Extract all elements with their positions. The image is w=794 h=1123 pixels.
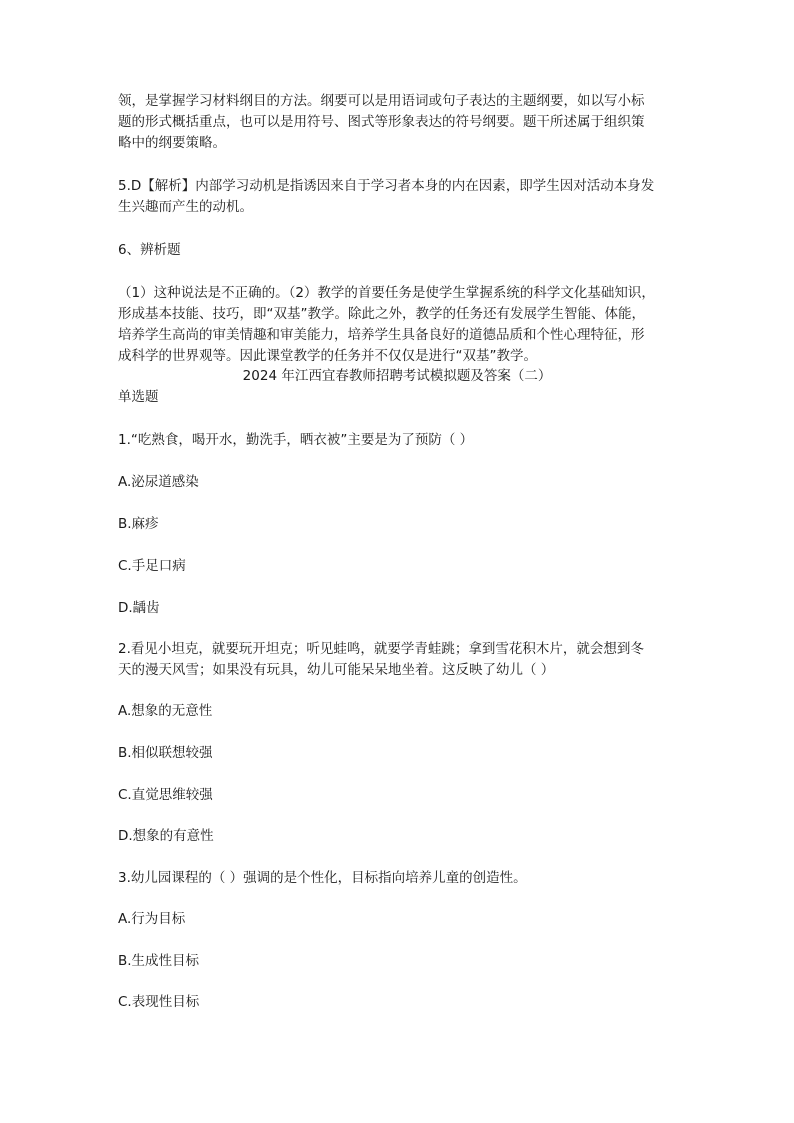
option-text: C.手足口病: [118, 558, 186, 574]
answer-5-paragraph: [118, 176, 684, 218]
question-2-stem: [118, 639, 684, 681]
option-text: B.相似联想较强: [118, 745, 213, 761]
answer-6-paragraph: [118, 283, 684, 367]
question-type-label: [118, 387, 684, 408]
option-text: B.麻疹: [118, 516, 159, 532]
paragraph-line: （1）这种说法是不正确的。（2）教学的首要任务是使学生掌握系统的科学文化基础知识，: [118, 285, 655, 301]
stem-text: 3.幼儿园课程的（ ）强调的是个性化，目标指向培养儿童的创造性。: [118, 870, 527, 886]
page-title: 2024 年江西宜春教师招聘考试模拟题及答案（二）: [242, 368, 552, 384]
option-text: A.行为目标: [118, 911, 186, 927]
stem-text: 1.“吃熟食，喝开水，勤洗手，晒衣被”主要是为了预防（ ）: [118, 432, 474, 448]
question-3-option-b: [118, 951, 684, 972]
paragraph-line: 形成基本技能、技巧，即“双基”教学。除此之外，教学的任务还有发展学生智能、体能，: [118, 306, 645, 322]
question-2-option-a: [118, 701, 684, 722]
stem-line: 天的漫天风雪；如果没有玩具，幼儿可能呆呆地坐着。这反映了幼儿（ ）: [118, 662, 555, 678]
paragraph-line: 5.D【解析】内部学习动机是指诱因来自于学习者本身的内在因素，即学生因对活动本身发: [118, 178, 655, 194]
question-1-option-c: [118, 556, 684, 577]
analysis-4-paragraph: [118, 91, 684, 154]
option-text: C.直觉思维较强: [118, 787, 213, 803]
paragraph-line: 成科学的世界观等。因此课堂教学的任务并不仅仅是进行“双基”教学。: [118, 348, 537, 364]
option-text: A.想象的无意性: [118, 703, 213, 719]
option-text: B.生成性目标: [118, 953, 200, 969]
paragraph-line: 生兴趣而产生的动机。: [118, 199, 253, 215]
question-2-option-c: [118, 785, 684, 806]
question-1-option-a: [118, 472, 684, 493]
stem-line: 2.看见小坦克，就要玩开坦克；听见蛙鸣，就要学青蛙跳；拿到雪花积木片，就会想到冬: [118, 641, 644, 657]
option-text: D.想象的有意性: [118, 828, 214, 844]
paragraph-line: 题的形式概括重点，也可以是用符号、图式等形象表达的符号纲要。题干所述属于组织策: [118, 114, 645, 130]
paragraph-line: 略中的纲要策略。: [118, 135, 226, 151]
question-2-option-d: [118, 826, 684, 847]
paragraph-line: 领，是掌握学习材料纲目的方法。纲要可以是用语词或句子表达的主题纲要，如以写小标: [118, 93, 645, 109]
question-3-option-c: [118, 992, 684, 1013]
question-1-option-b: [118, 514, 684, 535]
question-1-stem: [118, 430, 684, 451]
question-1-option-d: [118, 598, 684, 619]
heading-6: [118, 240, 684, 261]
option-text: A.泌尿道感染: [118, 474, 199, 490]
paragraph-line: 培养学生高尚的审美情趣和审美能力，培养学生具备良好的道德品质和个性心理特征，形: [118, 327, 645, 343]
option-text: C.表现性目标: [118, 994, 200, 1010]
type-label-text: 单选题: [118, 389, 159, 405]
question-3-stem: [118, 868, 684, 889]
question-2-option-b: [118, 743, 684, 764]
question-3-option-a: [118, 909, 684, 930]
heading-text: 6、辨析题: [118, 242, 181, 258]
option-text: D.龋齿: [118, 600, 160, 616]
